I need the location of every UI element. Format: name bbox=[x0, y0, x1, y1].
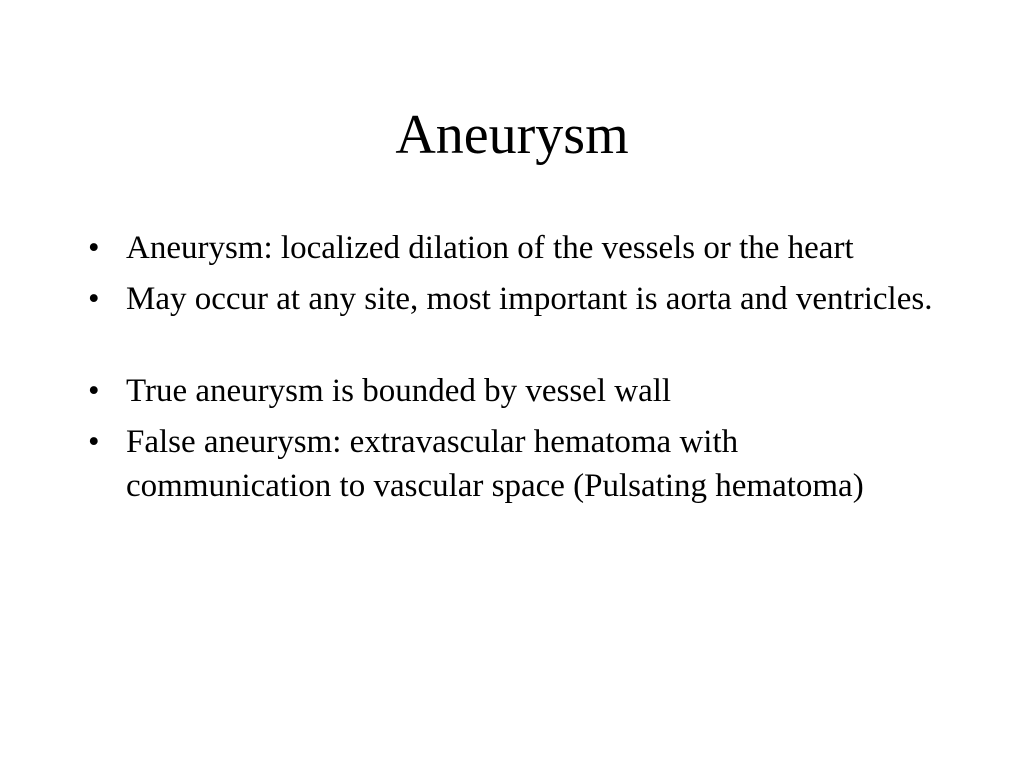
bullet-marker: • bbox=[88, 424, 100, 460]
bullet-marker: • bbox=[88, 373, 100, 409]
bullet-item-definition bbox=[88, 226, 948, 270]
bullet-item-true-aneurysm bbox=[88, 369, 948, 413]
bullet-marker: • bbox=[88, 281, 100, 317]
bullet-text: May occur at any site, most important is aorta and ventricles. bbox=[126, 281, 933, 317]
bullet-marker: • bbox=[88, 230, 100, 266]
bullet-text: True aneurysm is bounded by vessel wall bbox=[126, 373, 672, 409]
slide-title: Aneurysm bbox=[395, 104, 629, 166]
bullet-text: Aneurysm: localized dilation of the vessels or the heart bbox=[126, 230, 854, 266]
bullet-text: False aneurysm: extravascular hematoma with communication to vascular space (Pulsating hematoma) bbox=[126, 424, 864, 504]
bullet-list bbox=[88, 226, 948, 515]
bullet-item-false-aneurysm bbox=[88, 420, 948, 508]
bullet-item-sites bbox=[88, 277, 948, 321]
